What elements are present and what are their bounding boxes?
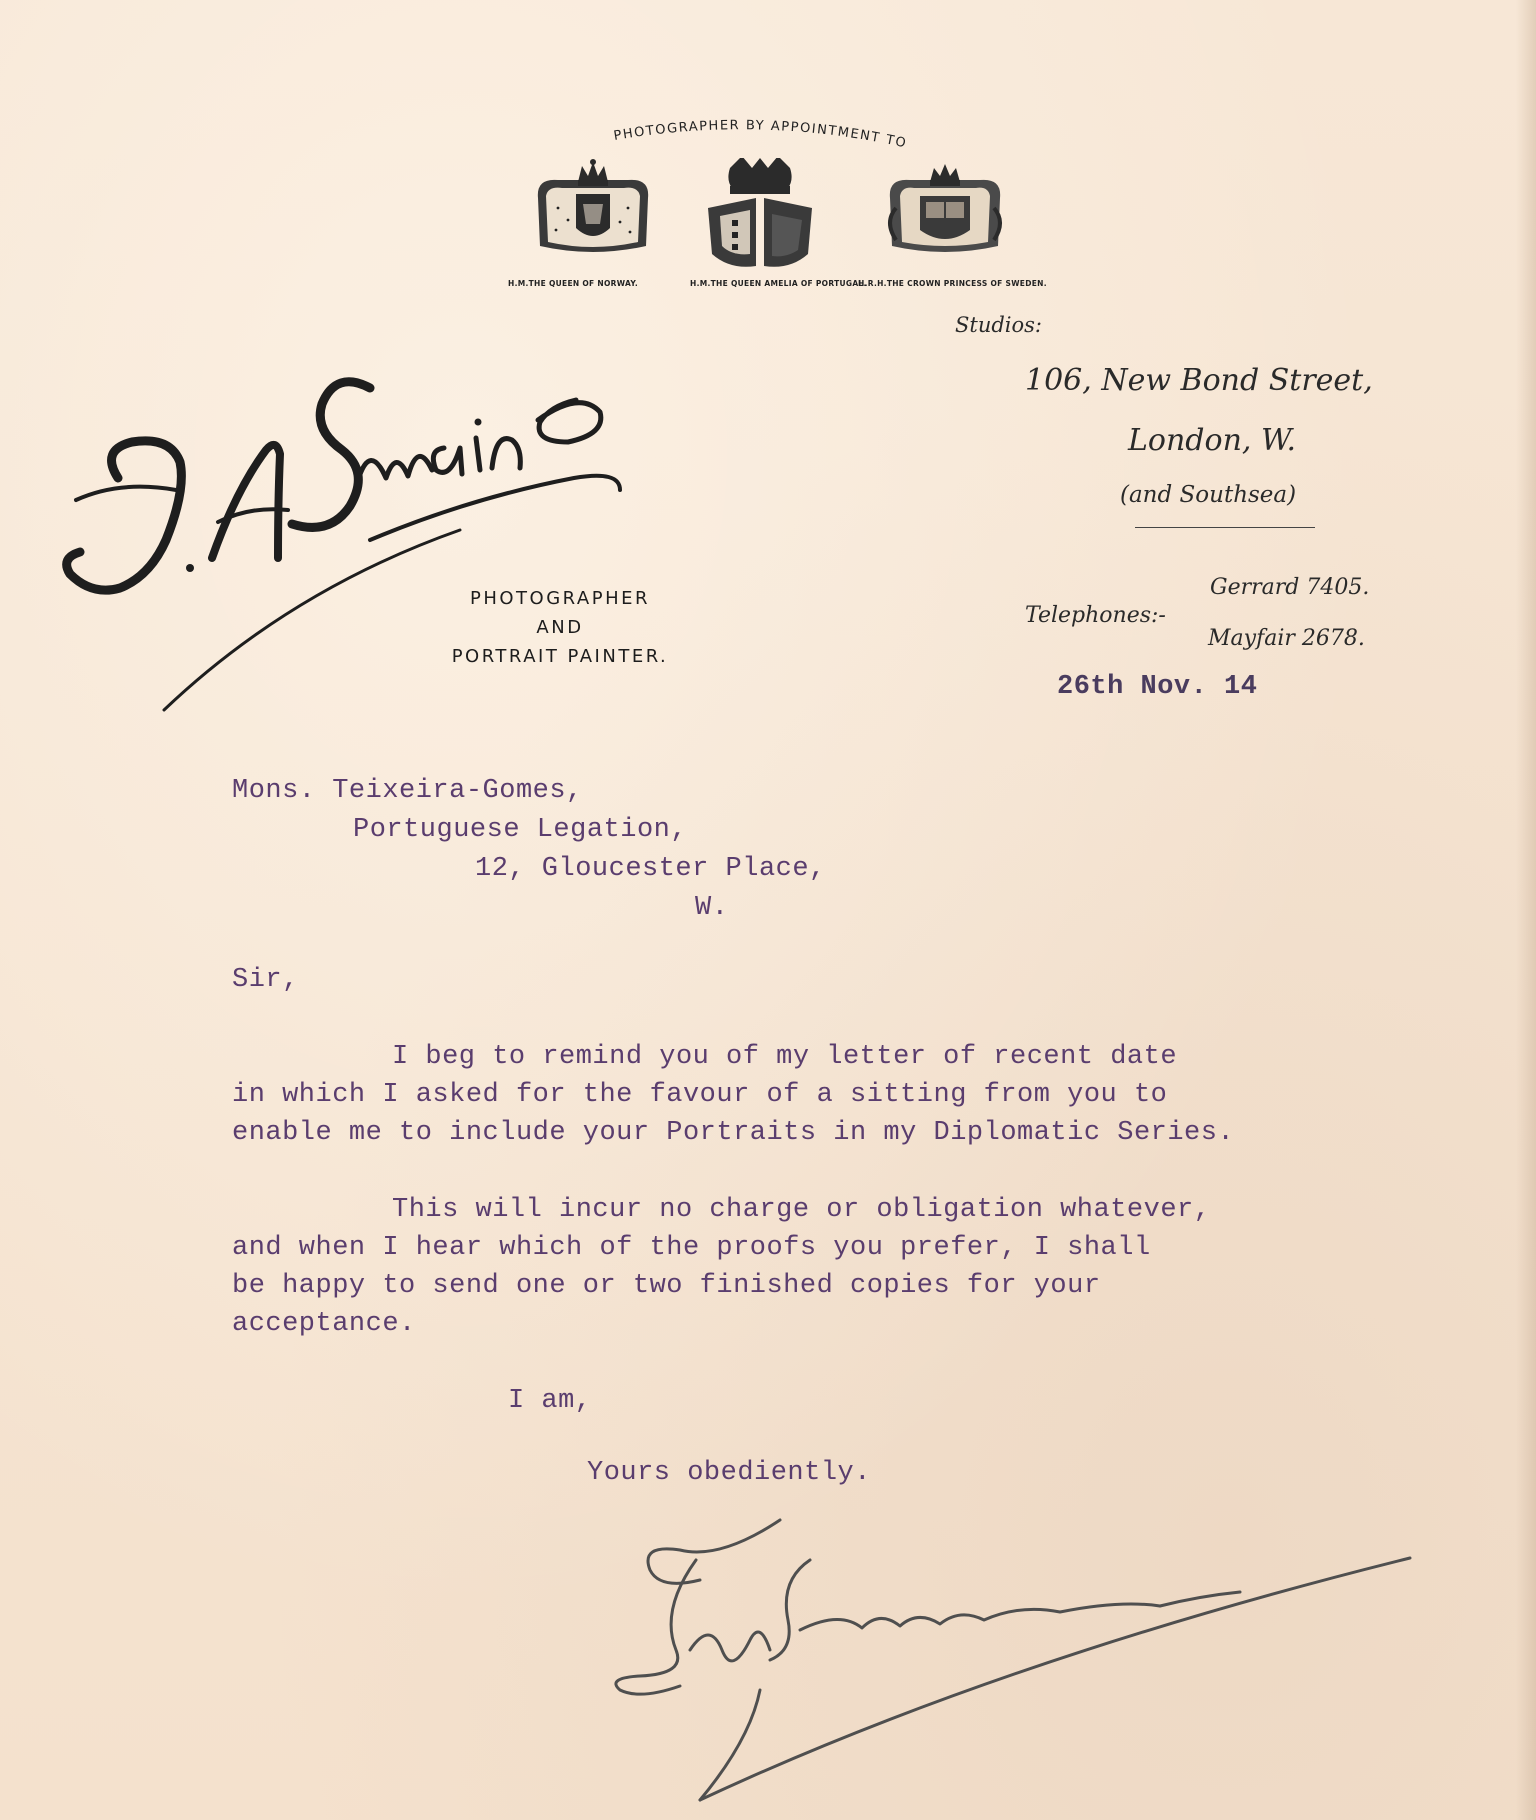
salutation: Sir, bbox=[232, 965, 299, 995]
paragraph-1-line-1: I beg to remind you of my letter of recent date bbox=[392, 1042, 1178, 1072]
closing-line-1: I am, bbox=[508, 1386, 592, 1416]
crest-caption-portugal: H.M.THE QUEEN AMELIA OF PORTUGAL. bbox=[690, 279, 867, 288]
paragraph-2-line-3: be happy to send one or two finished copies for your bbox=[232, 1271, 1101, 1301]
profession-line-1: PHOTOGRAPHER bbox=[469, 588, 651, 609]
profession-line-2: AND bbox=[536, 617, 584, 638]
address-city: London, W. bbox=[1128, 423, 1297, 458]
recipient-line-1: Mons. Teixeira-Gomes, bbox=[232, 776, 583, 806]
recipient-line-3: 12, Gloucester Place, bbox=[475, 854, 826, 884]
svg-text:PHOTOGRAPHER BY APPOINTMENT TO: PHOTOGRAPHER BY APPOINTMENT TO bbox=[612, 118, 909, 152]
address-divider bbox=[1135, 527, 1315, 528]
letter-date: 26th Nov. 14 bbox=[1057, 672, 1258, 702]
norway-royal-arms-icon bbox=[528, 158, 658, 268]
paragraph-2-line-1: This will incur no charge or obligation whatever, bbox=[392, 1195, 1211, 1225]
telephone-mayfair: Mayfair 2678. bbox=[1208, 626, 1365, 651]
address-branch: (and Southsea) bbox=[1120, 482, 1297, 508]
sweden-royal-arms-icon bbox=[880, 158, 1010, 268]
recipient-line-2: Portuguese Legation, bbox=[353, 815, 688, 845]
paragraph-1-line-3: enable me to include your Portraits in my Diplomatic Series. bbox=[232, 1118, 1235, 1148]
portugal-royal-arms-icon bbox=[700, 158, 820, 276]
telephones-label: Telephones:- bbox=[1025, 603, 1166, 628]
studios-label: Studios: bbox=[955, 313, 1043, 337]
profession-line-3: PORTRAIT PAINTER. bbox=[451, 646, 669, 667]
paragraph-1-line-2: in which I asked for the favour of a sitting from you to bbox=[232, 1080, 1168, 1110]
address-street: 106, New Bond Street, bbox=[1025, 363, 1373, 398]
crest-caption-norway: H.M.THE QUEEN OF NORWAY. bbox=[508, 279, 638, 288]
profession-block bbox=[395, 584, 725, 671]
handwritten-signature bbox=[600, 1500, 1420, 1820]
paragraph-2-line-4: acceptance. bbox=[232, 1309, 416, 1339]
crest-caption-sweden: H.R.H.THE CROWN PRINCESS OF SWEDEN. bbox=[858, 279, 1047, 288]
closing-line-2: Yours obediently. bbox=[587, 1458, 871, 1488]
recipient-line-4: W. bbox=[695, 893, 729, 923]
paragraph-2-line-2: and when I hear which of the proofs you prefer, I shall bbox=[232, 1233, 1151, 1263]
telephone-gerrard: Gerrard 7405. bbox=[1210, 575, 1370, 600]
paper-edge bbox=[1516, 0, 1536, 1820]
